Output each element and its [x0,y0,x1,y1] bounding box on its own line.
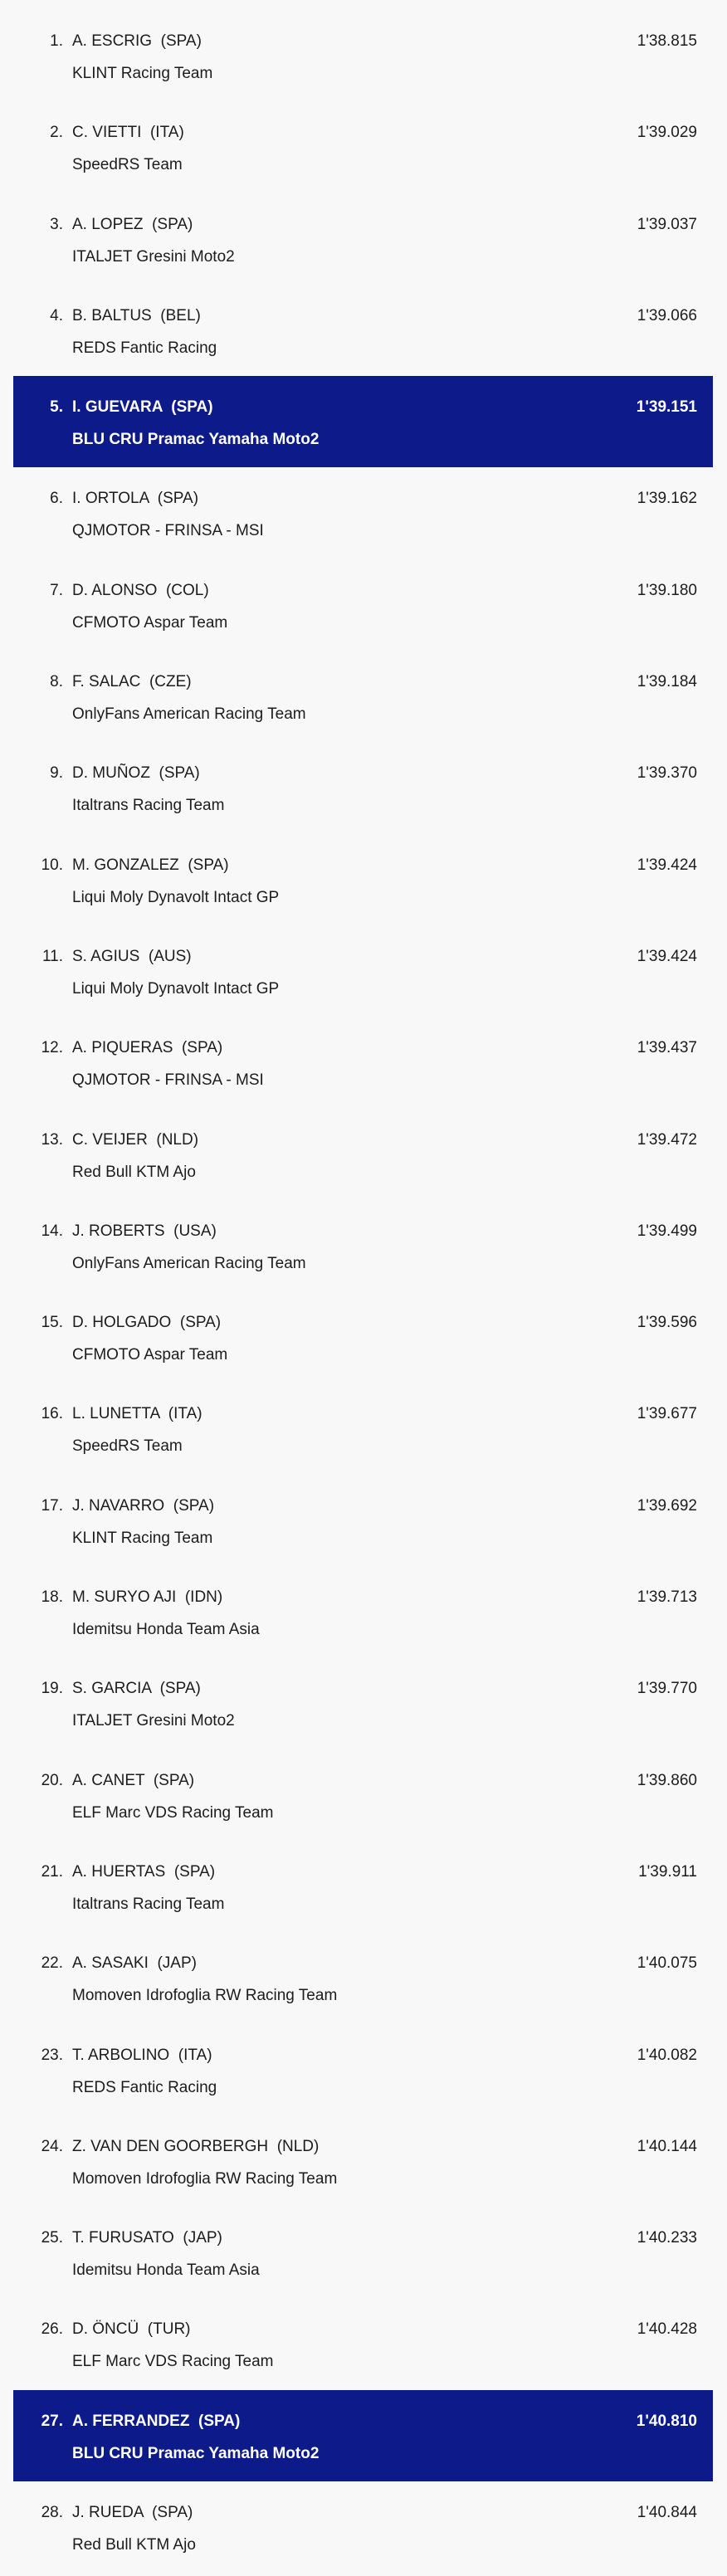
lap-time: 1'40.082 [637,2046,697,2064]
position: 22. [41,1954,63,1973]
team-name: Idemitsu Honda Team Asia [72,2261,260,2280]
lap-time: 1'39.037 [637,215,697,233]
rider: D. HOLGADO [72,1314,172,1332]
result-row[interactable] [13,1749,713,1841]
lap-time: 1'40.075 [637,1954,697,1973]
team-name: Momoven Idrofoglia RW Racing Team [72,1987,338,2005]
position: 27. [41,2412,63,2430]
rider-name [72,1954,197,1973]
rider-name [72,32,202,51]
rider-name [72,2504,193,2522]
rider: A. HUERTAS [72,1862,166,1881]
rider: S. GARCIA [72,1680,152,1698]
result-row[interactable] [13,1109,713,1200]
rider-name [72,2413,240,2431]
result-row[interactable] [13,285,713,376]
lap-time: 1'40.428 [637,2320,697,2339]
position: 25. [41,2229,63,2247]
rider-name [72,1131,198,1149]
rider: A. CANET [72,1771,145,1789]
team-name: ITALJET Gresini Moto2 [72,1712,235,1730]
lap-time: 1'39.029 [637,124,697,142]
nationality: (IDN) [184,1588,223,1607]
result-row[interactable] [13,193,713,285]
position: 8. [50,673,63,691]
nationality: (NLD) [276,2137,320,2155]
result-row[interactable] [13,2115,713,2207]
lap-time: 1'39.437 [637,1039,697,1057]
position: 26. [41,2320,63,2339]
result-row[interactable] [13,467,713,559]
rider-name [72,2138,319,2156]
team-name: REDS Fantic Racing [72,339,217,357]
rider: T. ARBOLINO [72,2046,170,2064]
nationality: (BEL) [160,306,201,324]
team-name: SpeedRS Team [72,1437,183,1456]
rider: S. AGIUS [72,947,140,965]
position: 2. [50,124,63,142]
lap-time: 1'40.144 [637,2137,697,2155]
team-name: KLINT Racing Team [72,1529,213,1547]
rider: L. LUNETTA [72,1405,160,1423]
team-name: ELF Marc VDS Racing Team [72,1803,274,1822]
team-name: Idemitsu Honda Team Asia [72,1621,260,1639]
position: 19. [41,1680,63,1698]
team-name: CFMOTO Aspar Team [72,613,228,632]
nationality: (ITA) [178,2046,212,2064]
rider: C. VIETTI [72,124,142,142]
position: 17. [41,1496,63,1515]
rider: D. MUÑOZ [72,764,150,783]
team-name: OnlyFans American Racing Team [72,705,306,724]
position: 16. [41,1405,63,1423]
position: 7. [50,581,63,599]
lap-time: 1'39.066 [637,306,697,324]
rider-name [72,764,200,783]
nationality: (NLD) [156,1130,199,1149]
rider-name [72,1405,202,1423]
rider: A. ESCRIG [72,32,153,50]
result-row[interactable] [13,1841,713,1932]
position: 15. [41,1314,63,1332]
lap-time: 1'39.162 [637,490,697,508]
lap-time: 1'39.180 [637,581,697,599]
rider: J. RUEDA [72,2504,144,2522]
rider-name [72,673,192,691]
lap-time: 1'39.596 [637,1314,697,1332]
result-row[interactable] [13,651,713,742]
result-row[interactable] [13,376,713,467]
nationality: (SPA) [171,398,213,417]
nationality: (JAP) [183,2229,222,2247]
rider: D. ALONSO [72,581,158,599]
rider: A. PIQUERAS [72,1039,173,1057]
result-row[interactable] [13,2390,713,2481]
position: 28. [41,2504,63,2522]
result-row[interactable] [13,1383,713,1474]
rider: T. FURUSATO [72,2229,174,2247]
rider: A. LOPEZ [72,215,144,233]
position: 20. [41,1771,63,1789]
position: 5. [50,398,63,417]
result-row[interactable] [13,1291,713,1383]
rider: B. BALTUS [72,306,152,324]
nationality: (SPA) [198,2412,241,2430]
rider-name [72,216,193,234]
rider-name [72,1497,214,1515]
rider-name [72,398,213,417]
position: 13. [41,1130,63,1149]
rider-name [72,1222,217,1241]
team-name: ELF Marc VDS Racing Team [72,2353,274,2371]
nationality: (SPA) [160,32,202,50]
team-name: CFMOTO Aspar Team [72,1346,228,1364]
team-name: Italtrans Racing Team [72,1895,225,1913]
result-row[interactable] [13,925,713,1017]
nationality: (SPA) [159,764,200,783]
team-name: ITALJET Gresini Moto2 [72,247,235,266]
position: 1. [50,32,63,50]
team-name: SpeedRS Team [72,156,183,174]
position: 12. [41,1039,63,1057]
lap-time: 1'40.233 [637,2229,697,2247]
result-row[interactable] [13,2207,713,2298]
rider-name [72,490,198,508]
position: 6. [50,490,63,508]
result-row[interactable] [13,2298,713,2389]
rider: Z. VAN DEN GOORBERGH [72,2137,269,2155]
nationality: (JAP) [157,1954,197,1973]
lap-time: 1'39.692 [637,1496,697,1515]
nationality: (COL) [165,581,209,599]
lap-time: 1'39.713 [637,1588,697,1607]
position: 24. [41,2137,63,2155]
rider-name [72,856,229,875]
position: 10. [41,856,63,874]
team-name: Liqui Moly Dynavolt Intact GP [72,979,280,998]
result-row[interactable] [13,2024,713,2115]
rider: F. SALAC [72,673,141,691]
rider-name [72,1588,222,1607]
results-list [13,10,713,2573]
team-name: OnlyFans American Racing Team [72,1254,306,1272]
position: 21. [41,1862,63,1881]
result-row[interactable] [13,742,713,833]
lap-time: 1'39.424 [637,947,697,965]
rider: M. GONZALEZ [72,856,179,874]
rider-name [72,1772,194,1790]
nationality: (SPA) [173,1862,216,1881]
position: 9. [50,764,63,783]
rider: J. NAVARRO [72,1496,165,1515]
lap-time: 1'39.770 [637,1680,697,1698]
result-row[interactable] [13,1017,713,1108]
team-name: Liqui Moly Dynavolt Intact GP [72,888,280,906]
result-row[interactable] [13,1657,713,1749]
lap-time: 1'39.370 [637,764,697,783]
rider-name [72,1680,201,1698]
result-row[interactable] [13,1200,713,1291]
nationality: (CZE) [149,673,192,691]
result-row[interactable] [13,1566,713,1657]
rider: J. ROBERTS [72,1222,165,1240]
nationality: (USA) [173,1222,217,1240]
lap-time: 1'39.911 [638,1862,697,1881]
lap-time: 1'39.499 [637,1222,697,1240]
team-name: QJMOTOR - FRINSA - MSI [72,522,264,540]
team-name: Red Bull KTM Ajo [72,1163,196,1181]
nationality: (AUS) [148,947,192,965]
team-name: BLU CRU Pramac Yamaha Moto2 [72,2444,320,2462]
result-row[interactable] [13,10,713,101]
rider-name [72,1314,221,1332]
lap-time: 1'40.810 [636,2412,697,2430]
result-row[interactable] [13,1932,713,2023]
rider-name [72,1039,222,1057]
nationality: (SPA) [188,856,229,874]
lap-time: 1'39.677 [637,1405,697,1423]
team-name: REDS Fantic Racing [72,2078,217,2096]
rider: I. GUEVARA [72,398,163,417]
rider-name [72,2320,191,2339]
lap-time: 1'39.424 [637,856,697,874]
position: 14. [41,1222,63,1240]
rider: A. SASAKI [72,1954,149,1973]
rider: C. VEIJER [72,1130,148,1149]
nationality: (SPA) [157,490,199,508]
rider: M. SURYO AJI [72,1588,177,1607]
nationality: (SPA) [173,1496,215,1515]
team-name: Italtrans Racing Team [72,797,225,815]
team-name: KLINT Racing Team [72,65,213,82]
team-name: Red Bull KTM Ajo [72,2536,196,2554]
nationality: (SPA) [152,215,193,233]
lap-time: 1'39.860 [637,1771,697,1789]
result-row[interactable] [13,2481,713,2573]
position: 11. [41,947,63,965]
nationality: (SPA) [153,1771,195,1789]
result-row[interactable] [13,1475,713,1566]
nationality: (SPA) [181,1039,223,1057]
lap-time: 1'39.184 [637,673,697,691]
nationality: (ITA) [168,1405,202,1423]
result-row[interactable] [13,559,713,651]
team-name: BLU CRU Pramac Yamaha Moto2 [72,431,320,449]
position: 4. [50,306,63,324]
lap-time: 1'38.815 [637,32,697,50]
result-row[interactable] [13,834,713,925]
rider-name [72,124,184,142]
team-name: QJMOTOR - FRINSA - MSI [72,1071,264,1090]
rider-name [72,2229,222,2247]
rider-name [72,2047,212,2065]
rider: I. ORTOLA [72,490,149,508]
position: 3. [50,215,63,233]
lap-time: 1'40.844 [637,2504,697,2522]
position: 18. [41,1588,63,1607]
nationality: (SPA) [159,1680,201,1698]
nationality: (TUR) [147,2320,191,2339]
nationality: (SPA) [179,1314,222,1332]
rider: D. ÖNCÜ [72,2320,139,2339]
nationality: (SPA) [152,2504,193,2522]
lap-time: 1'39.151 [636,398,697,417]
rider-name [72,582,209,600]
rider: A. FERRANDEZ [72,2412,190,2430]
rider-name [72,1863,215,1881]
team-name: Momoven Idrofoglia RW Racing Team [72,2169,338,2188]
nationality: (ITA) [149,124,184,142]
position: 23. [41,2046,63,2064]
result-row[interactable] [13,101,713,193]
rider-name [72,948,192,966]
lap-time: 1'39.472 [637,1130,697,1149]
rider-name [72,307,201,325]
